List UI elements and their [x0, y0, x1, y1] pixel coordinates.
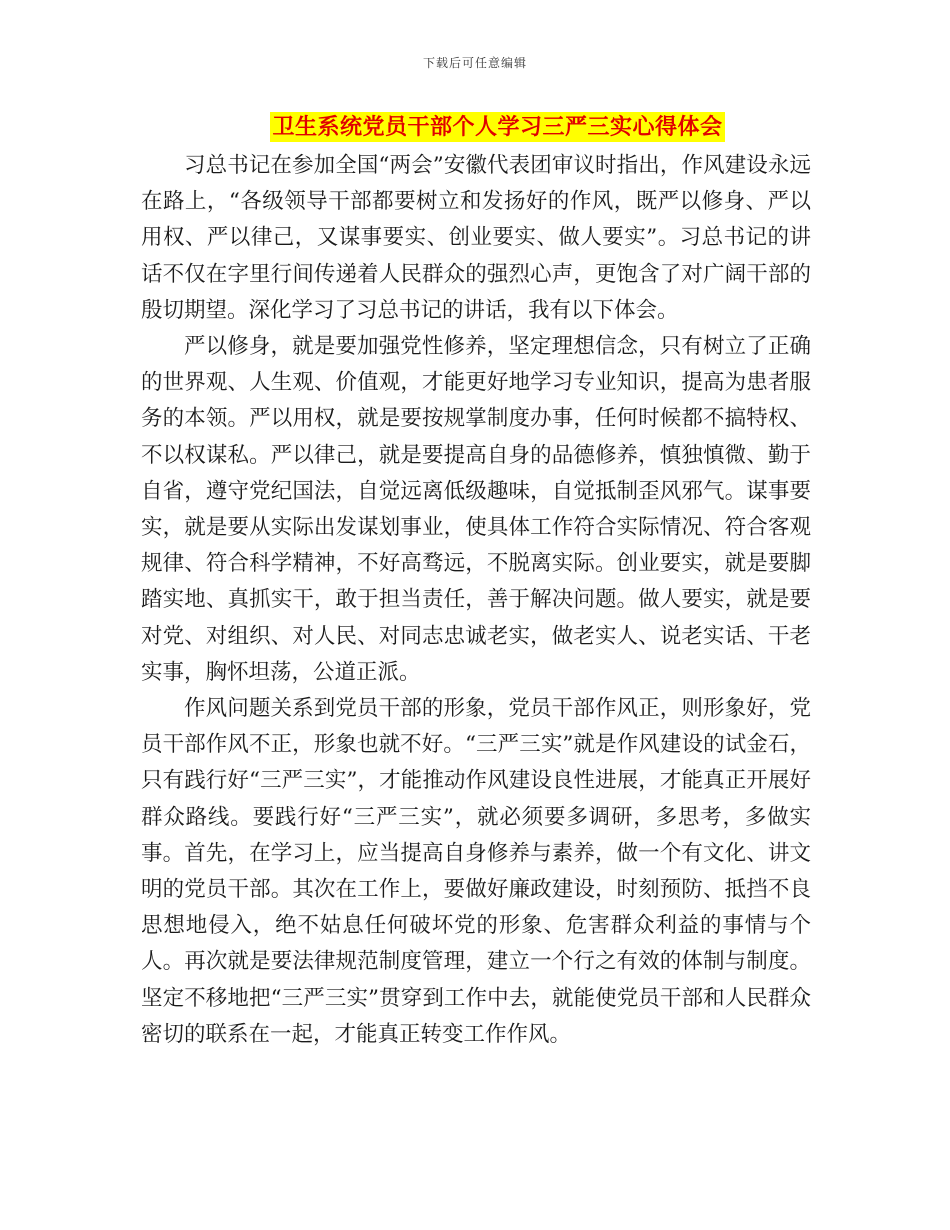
- title-container: [0, 112, 950, 142]
- document-title: 卫生系统党员干部个人学习三严三实心得体会: [272, 114, 723, 140]
- paragraph: 严以修身，就是要加强党性修养，坚定理想信念，只有树立了正确的世界观、人生观、价值观，才能更好地学习专业知识，提高为患者服务的本领。严以用权，就是要按规掌制度办事，任何时候都不搞特权、不以权谋私。严以律己，就是要提高自身的品德修养，慎独慎微、勤于自省，遵守党纪国法，自觉远离低级趣味，自觉抵制歪风邪气。谋事要实，就是要从实际出发谋划事业，使具体工作符合实际情况、符合客观规律、符合科学精神，不好高骛远，不脱离实际。创业要实，就是要脚踏实地、真抓实干，敢于担当责任，善于解决问题。做人要实，就是要对党、对组织、对人民、对同志忠诚老实，做老实人、说老实话、干老实事，胸怀坦荡，公道正派。: [141, 334, 811, 685]
- document-body: [141, 148, 811, 1053]
- header-note: 下载后可任意编辑: [422, 56, 527, 70]
- paragraph: 习总书记在参加全国“两会”安徽代表团审议时指出，作风建设永远在路上，“各级领导干部都要树立和发扬好的作风，既严以修身、严以用权、严以律己，又谋事要实、创业要实、做人要实”。习总书记的讲话不仅在字里行间传递着人民群众的强烈心声，更饱含了对广阔干部的殷切期望。深化学习了习总书记的讲话，我有以下体会。: [141, 153, 811, 323]
- paragraph: 作风问题关系到党员干部的形象，党员干部作风正，则形象好，党员干部作风不正，形象也就不好。“三严三实”就是作风建设的试金石，只有践行好“三严三实”，才能推动作风建设良性进展，才能真正开展好群众路线。要践行好“三严三实”，就必须要多调研，多思考，多做实事。首先，在学习上，应当提高自身修养与素养，做一个有文化、讲文明的党员干部。其次在工作上，要做好廉政建设，时刻预防、抵挡不良思想地侵入，绝不姑息任何破坏党的形象、危害群众利益的事情与个人。再次就是要法律规范制度管理，建立一个行之有效的体制与制度。坚定不移地把“三严三实”贯穿到工作中去，就能使党员干部和人民群众密切的联系在一起，才能真正转变工作作风。: [141, 696, 811, 1047]
